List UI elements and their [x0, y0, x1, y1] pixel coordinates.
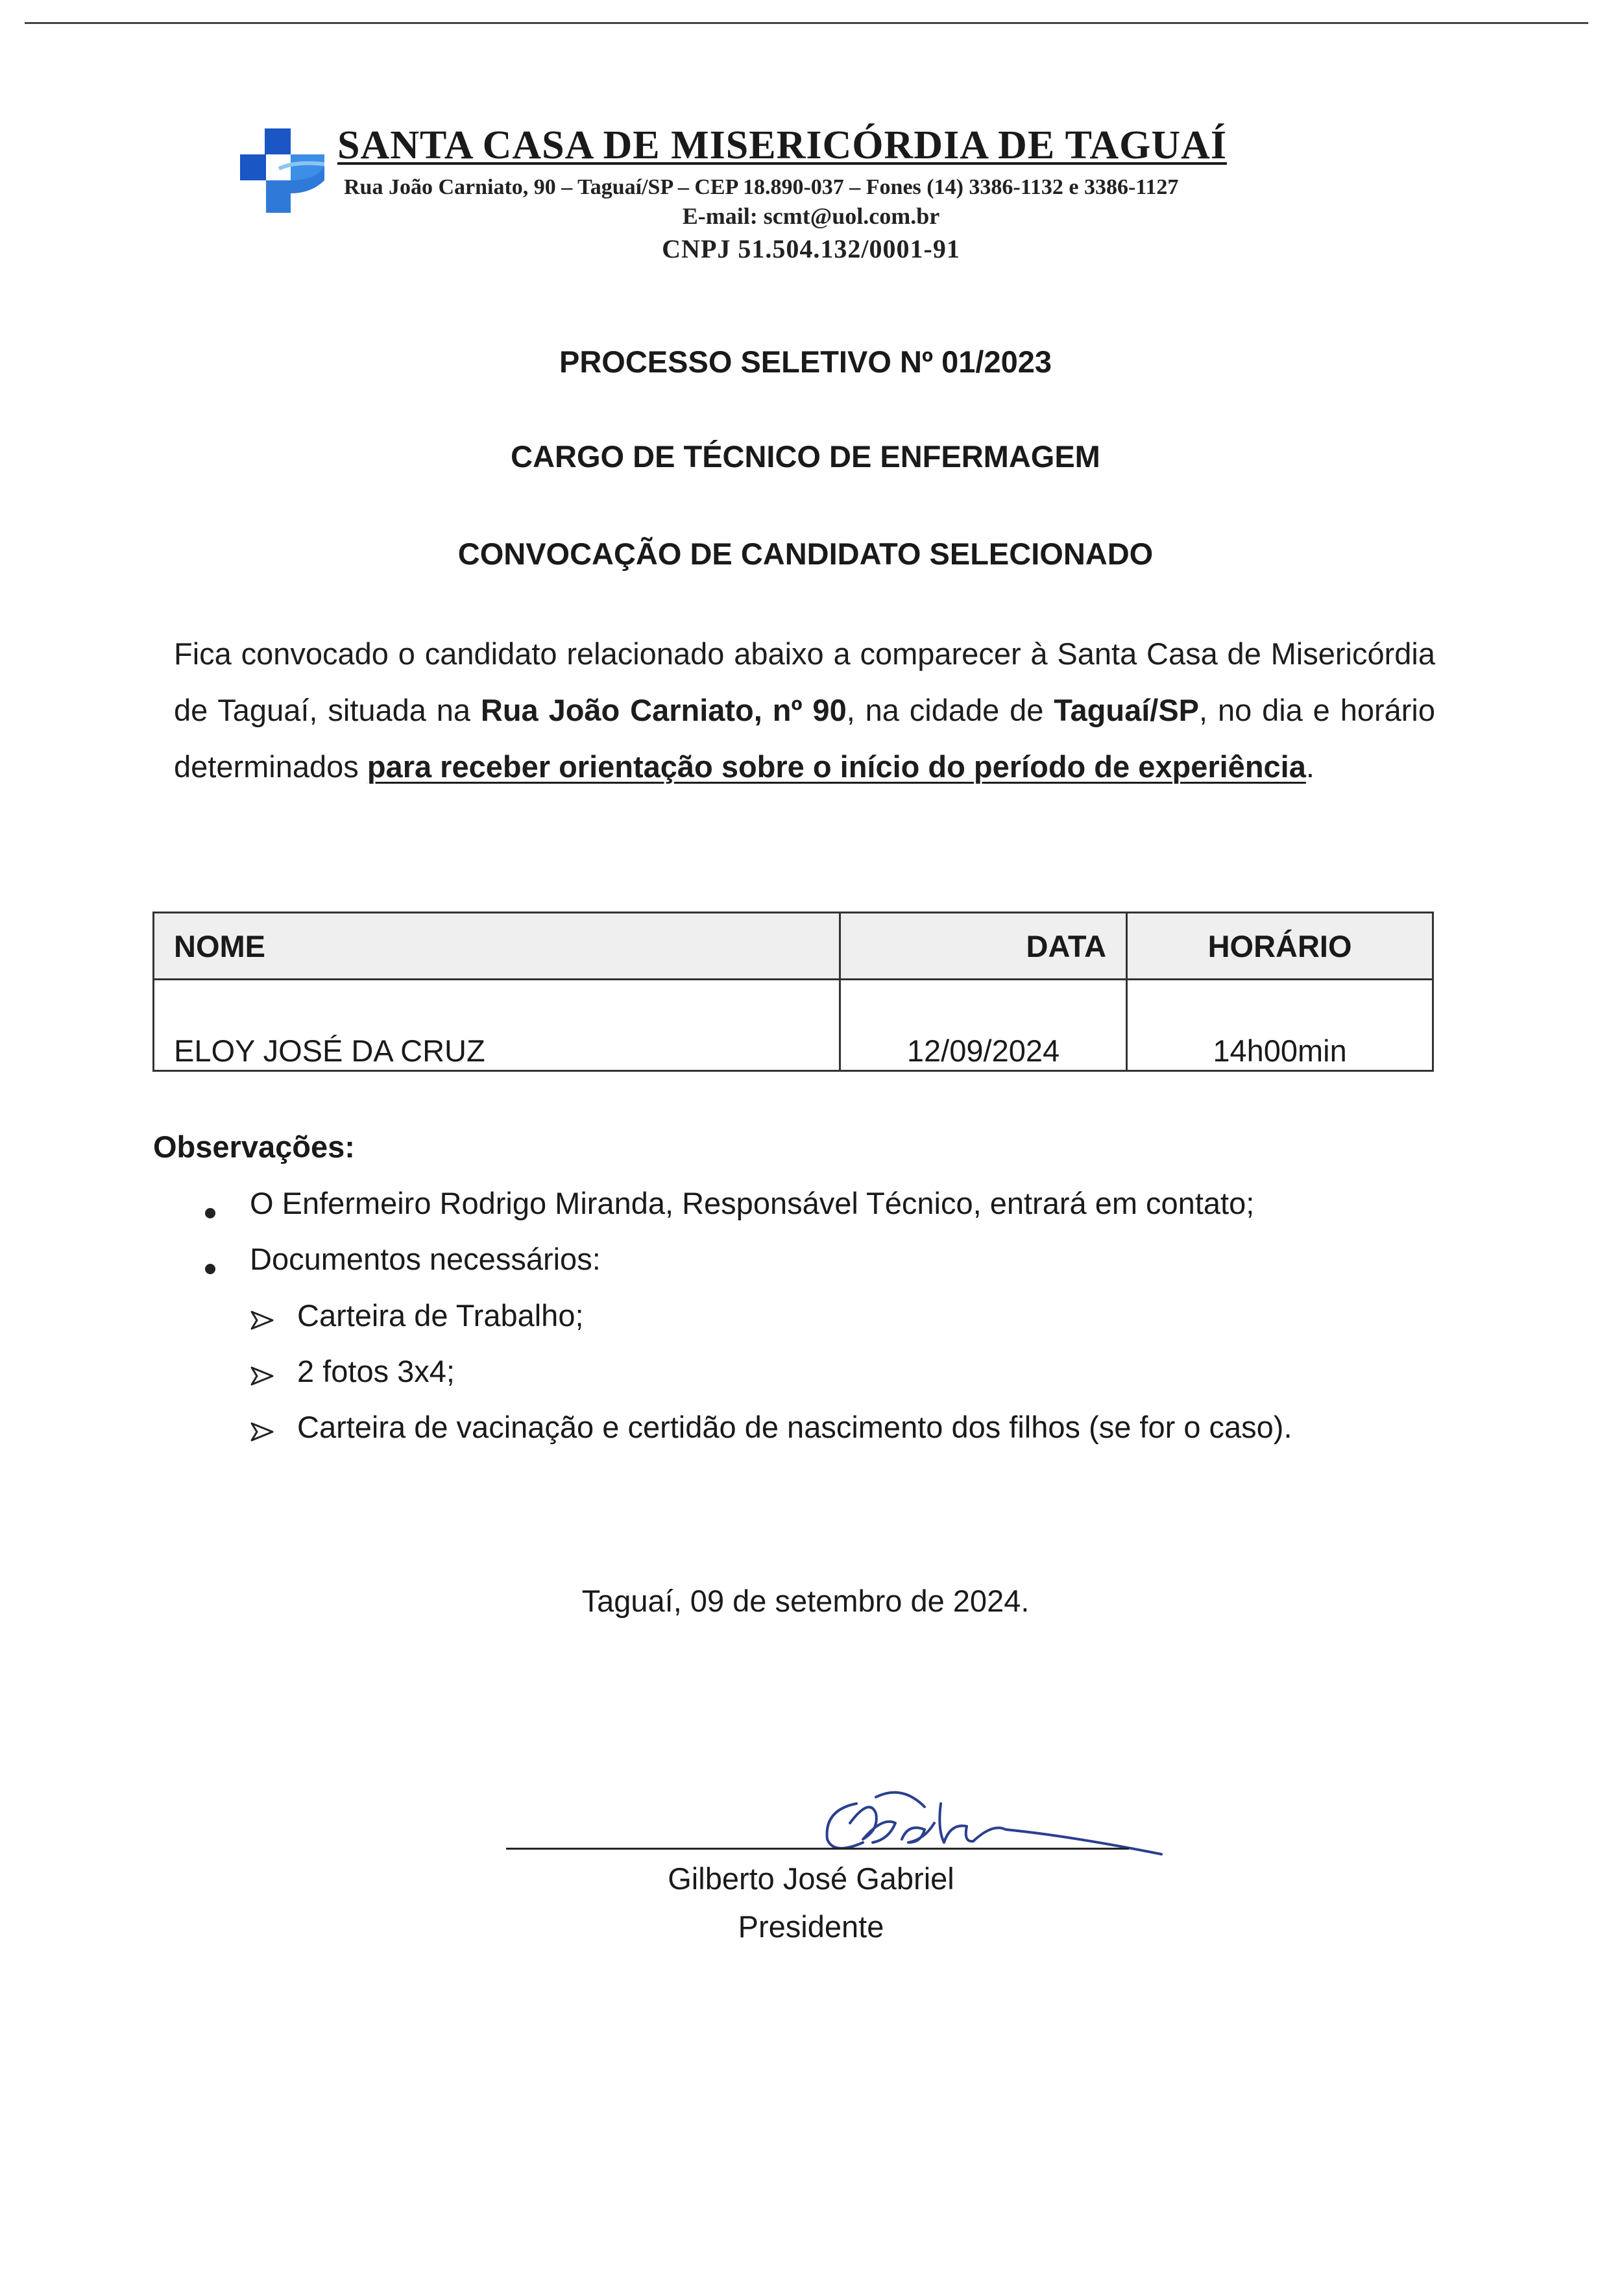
top-rule: [25, 22, 1588, 24]
notice-title: CONVOCAÇÃO DE CANDIDATO SELECIONADO: [457, 537, 1154, 571]
header-time: HORÁRIO: [1127, 913, 1433, 980]
process-title: PROCESSO SELETIVO Nº 01/2023: [559, 344, 1052, 379]
convocation-paragraph: [174, 625, 1435, 795]
bullet-icon: [205, 1208, 215, 1218]
place-date: Taguaí, 09 de setembro de 2024.: [581, 1584, 1030, 1618]
document-item: Carteira de vacinação e certidão de nascimento dos filhos (se for o caso).: [297, 1410, 1292, 1444]
header-date: DATA: [840, 913, 1126, 980]
paragraph-text-4: .: [1305, 749, 1314, 784]
arrowhead-bullet-icon: [250, 1366, 274, 1386]
org-cnpj: CNPJ 51.504.132/0001-91: [662, 234, 960, 263]
observation-item: O Enfermeiro Rodrigo Miranda, Responsável Técnico, entrará em contato;: [250, 1186, 1255, 1220]
city-bold: Taguaí/SP: [1054, 693, 1200, 727]
signer-role: Presidente: [738, 1909, 884, 1944]
signer-name: Gilberto José Gabriel: [668, 1861, 954, 1896]
cell-date: 12/09/2024: [840, 980, 1126, 1071]
candidate-table: [152, 912, 1434, 1072]
medical-cross-logo-icon: [240, 128, 324, 213]
signature-line: [506, 1848, 1129, 1850]
cell-time: 14h00min: [1127, 980, 1433, 1071]
arrowhead-bullet-icon: [250, 1422, 274, 1442]
bullet-icon: [205, 1264, 215, 1274]
document-item: 2 fotos 3x4;: [297, 1354, 455, 1388]
address-bold: Rua João Carniato, nº 90: [480, 693, 847, 727]
position-title: CARGO DE TÉCNICO DE ENFERMAGEM: [511, 439, 1100, 474]
header-name: NOME: [154, 913, 840, 980]
org-address: Rua João Carniato, 90 – Taguaí/SP – CEP 18.890-037 – Fones (14) 3386-1132 e 3386-1127: [344, 175, 1179, 199]
org-name: SANTA CASA DE MISERICÓRDIA DE TAGUAÍ: [337, 123, 1227, 167]
paragraph-text-3: , no dia e horário determinados: [174, 693, 1435, 784]
paragraph-text-2: , na cidade de: [846, 693, 1054, 727]
observations-title: Observações:: [153, 1130, 355, 1164]
purpose-underlined: para receber orientação sobre o início do período de experiência: [367, 749, 1306, 784]
table-row: [154, 980, 1433, 1071]
arrowhead-bullet-icon: [250, 1311, 274, 1330]
paragraph-text-1: Fica convocado o candidato relacionado abaixo a comparecer à Santa Casa de Misericórdia de Taguaí, situada na: [174, 636, 1435, 727]
org-email: E-mail: scmt@uol.com.br: [682, 203, 940, 229]
cell-name: ELOY JOSÉ DA CRUZ: [154, 980, 840, 1071]
letterhead: [240, 123, 1382, 272]
table-header-row: [154, 913, 1433, 980]
document-item: Carteira de Trabalho;: [297, 1298, 584, 1333]
observation-item: Documentos necessários:: [250, 1242, 601, 1276]
